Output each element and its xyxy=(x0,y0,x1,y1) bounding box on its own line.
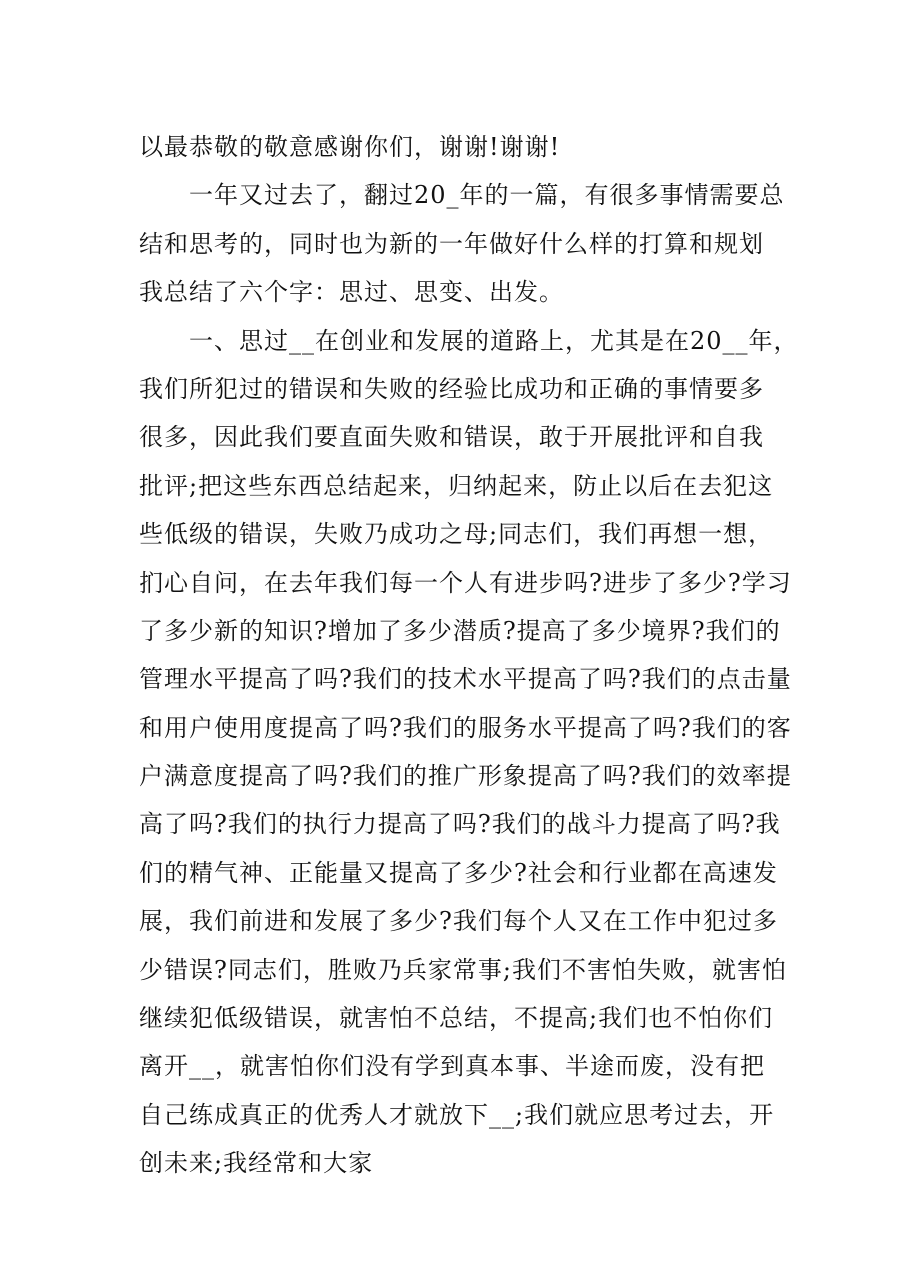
text-line: 创未来;我经常和大家 xyxy=(139,1149,374,1178)
text-line: 们的精气神、正能量又提高了多少?社会和行业都在高速发 xyxy=(139,858,778,887)
text-line: 我们所犯过的错误和失败的经验比成功和正确的事情要多 xyxy=(139,374,764,403)
text-line: 些低级的错误，失败乃成功之母;同志们，我们再想一想， xyxy=(139,520,774,549)
text-line: 高了吗?我们的执行力提高了吗?我们的战斗力提高了吗?我 xyxy=(139,810,781,839)
text-line: 扪心自问，在去年我们每一个人有进步吗?进步了多少?学习 xyxy=(139,568,792,597)
text-line: 管理水平提高了吗?我们的技术水平提高了吗?我们的点击量 xyxy=(139,665,792,694)
text-line: 离开__，就害怕你们没有学到真本事、半途而废，没有把 xyxy=(139,1052,765,1081)
text-line: 很多，因此我们要直面失败和错误，敢于开展批评和自我 xyxy=(139,423,764,452)
text-line: 户满意度提高了吗?我们的推广形象提高了吗?我们的效率提 xyxy=(139,762,792,791)
text-line: 一、思过__在创业和发展的道路上，尤其是在20__年， xyxy=(139,326,799,355)
text-line: 少错误?同志们，胜败乃兵家常事;我们不害怕失败，就害怕 xyxy=(139,955,787,984)
text-line: 了多少新的知识?增加了多少潜质?提高了多少境界?我们的 xyxy=(139,616,781,645)
text-line: 一年又过去了，翻过20_年的一篇，有很多事情需要总 xyxy=(139,181,785,210)
body-text xyxy=(139,123,799,1188)
text-line: 和用户使用度提高了吗?我们的服务水平提高了吗?我们的客 xyxy=(139,713,792,742)
text-line: 自己练成真正的优秀人才就放下__;我们就应思考过去，开 xyxy=(139,1100,775,1129)
text-line: 我总结了六个字：思过、思变、出发。 xyxy=(139,278,564,307)
text-line: 展，我们前进和发展了多少?我们每个人又在工作中犯过多 xyxy=(139,907,778,936)
text-line: 继续犯低级错误，就害怕不总结，不提高;我们也不怕你们 xyxy=(139,1004,774,1033)
text-line: 批评;把这些东西总结起来，归纳起来，防止以后在去犯这 xyxy=(139,471,774,500)
text-line: 以最恭敬的敬意感谢你们，谢谢!谢谢! xyxy=(139,133,561,161)
text-line: 结和思考的，同时也为新的一年做好什么样的打算和规划 xyxy=(139,229,764,258)
